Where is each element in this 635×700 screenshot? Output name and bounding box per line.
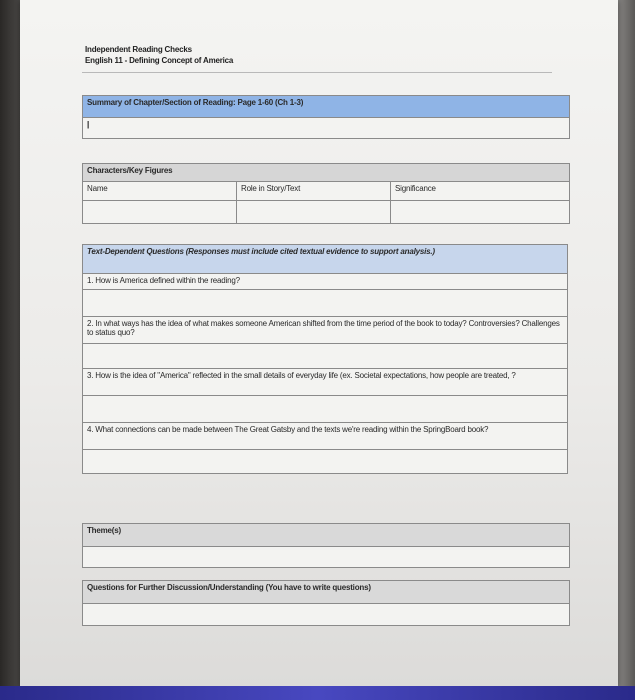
summary-input[interactable] (83, 118, 570, 139)
text-cursor: | (87, 120, 90, 129)
characters-header: Characters/Key Figures (83, 164, 570, 182)
further-input[interactable] (83, 604, 570, 626)
header-subtitle: English 11 - Defining Concept of America (85, 56, 234, 65)
questions-table (82, 244, 568, 474)
characters-table (82, 163, 570, 224)
document-header (85, 44, 233, 66)
summary-table (82, 95, 570, 139)
questions-header: Text-Dependent Questions (Responses must include cited textual evidence to support analysis.) (83, 245, 568, 274)
further-header: Questions for Further Discussion/Understanding (You have to write questions) (83, 581, 570, 604)
summary-header: Summary of Chapter/Section of Reading: Page 1-60 (Ch 1-3) (83, 96, 570, 118)
answer-2[interactable] (83, 344, 568, 369)
column-significance: Significance (391, 182, 570, 201)
column-role: Role in Story/Text (237, 182, 391, 201)
further-questions-table (82, 580, 570, 626)
question-3: 3. How is the idea of "America" reflected in the small details of everyday life (ex. Societal expectations, how people are treated, ? (83, 369, 568, 396)
themes-table (82, 523, 570, 568)
answer-1[interactable] (83, 290, 568, 317)
question-1: 1. How is America defined within the reading? (83, 274, 568, 290)
name-cell[interactable] (83, 201, 237, 224)
role-cell[interactable] (237, 201, 391, 224)
themes-input[interactable] (83, 547, 570, 568)
background-left (0, 0, 20, 700)
header-title: Independent Reading Checks (85, 45, 192, 54)
answer-4[interactable] (83, 450, 568, 474)
question-4: 4. What connections can be made between The Great Gatsby and the texts we're reading within the SpringBoard book? (83, 423, 568, 450)
themes-header: Theme(s) (83, 524, 570, 547)
significance-cell[interactable] (391, 201, 570, 224)
header-divider (82, 72, 552, 73)
question-2: 2. In what ways has the idea of what makes someone American shifted from the time period of the book to today? Controversies? Challenges to status quo? (83, 317, 568, 344)
background-right (618, 0, 635, 700)
bottom-edge (0, 686, 635, 700)
column-name: Name (83, 182, 237, 201)
answer-3[interactable] (83, 396, 568, 423)
